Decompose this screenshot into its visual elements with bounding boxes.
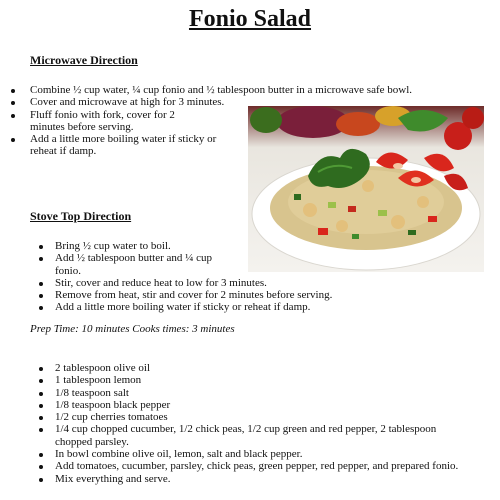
list-item: Add tomatoes, cucumber, parsley, chick peas, green pepper, red pepper, and prepared fonio. <box>55 460 475 472</box>
list-item: Add ½ tablespoon butter and ¼ cup fonio. <box>55 252 240 277</box>
prep-time: Prep Time: 10 minutes Cooks times: 3 minutes <box>30 323 235 335</box>
microwave-heading: Microwave Direction <box>30 53 138 67</box>
list-item: 1/8 teaspoon salt <box>55 387 475 399</box>
list-item: Bring ½ cup water to boil. <box>55 240 475 252</box>
list-item: 1 tablespoon lemon <box>55 374 475 386</box>
page-title: Fonio Salad <box>188 6 312 32</box>
ingredients-list <box>55 362 475 485</box>
stove-top-steps-list <box>55 240 475 314</box>
list-item: Cover and microwave at high for 3 minutes. <box>30 96 470 108</box>
list-item: Add a little more boiling water if sticky or reheat if damp. <box>55 301 475 313</box>
list-item: 2 tablespoon olive oil <box>55 362 475 374</box>
list-item: 1/4 cup chopped cucumber, 1/2 chick peas, 1/2 cup green and red pepper, 2 tablespoon chopped parsley. <box>55 423 475 448</box>
stove-top-heading: Stove Top Direction <box>30 209 132 223</box>
list-item: Remove from heat, stir and cover for 2 minutes before serving. <box>55 289 475 301</box>
list-item: Mix everything and serve. <box>55 473 475 485</box>
list-item: Add a little more boiling water if sticky or reheat if damp. <box>30 133 230 158</box>
list-item: Combine ½ cup water, ¼ cup fonio and ½ tablespoon butter in a microwave safe bowl. <box>30 84 470 96</box>
list-item: Fluff fonio with fork, cover for 2 minutes before serving. <box>30 109 210 134</box>
list-item: 1/8 teaspoon black pepper <box>55 399 475 411</box>
list-item: In bowl combine olive oil, lemon, salt and black pepper. <box>55 448 475 460</box>
list-item: 1/2 cup cherries tomatoes <box>55 411 475 423</box>
list-item: Stir, cover and reduce heat to low for 3 minutes. <box>55 277 475 289</box>
